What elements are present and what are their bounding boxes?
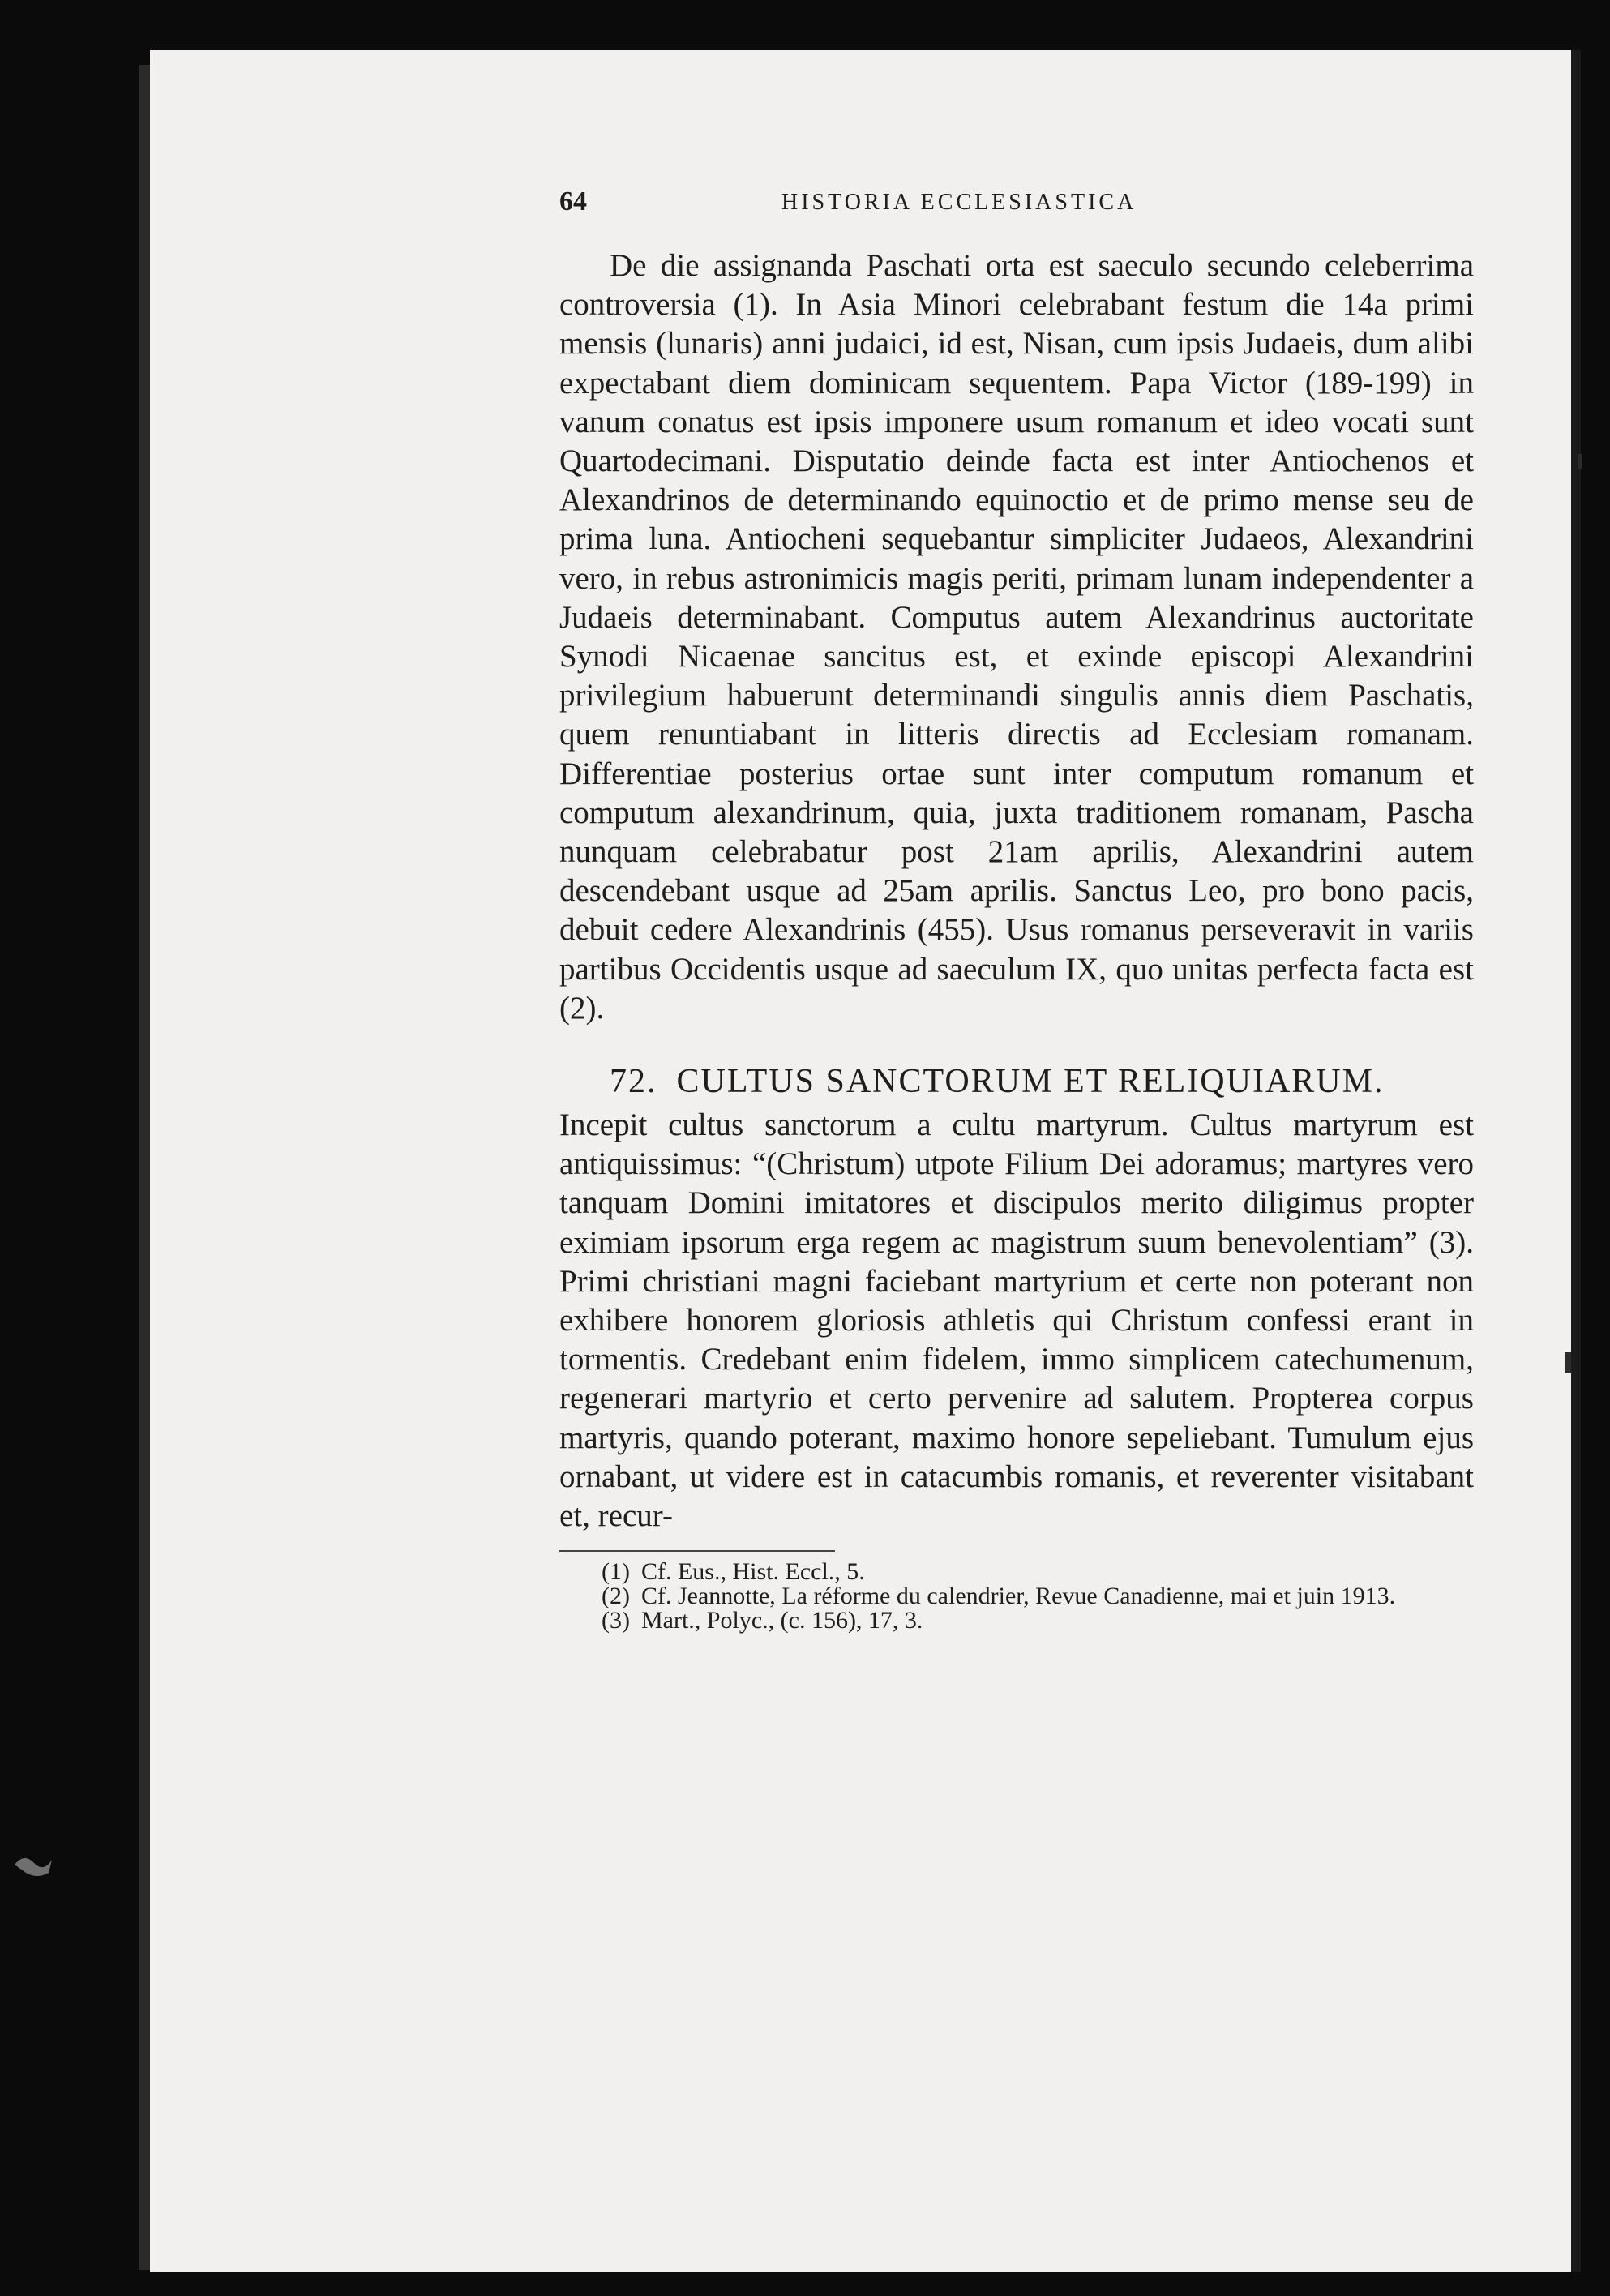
footnote-text: Cf. Jeannotte, La réforme du calendrier, Revue Canadienne, mai et juin 1913.: [640, 1583, 1396, 1610]
section-title: CULTUS SANCTORUM ET RELIQUIARUM.: [676, 1063, 1385, 1101]
footnote: [602, 1608, 1474, 1633]
footnote-text: Cf. Eus., Hist. Eccl., 5.: [640, 1558, 865, 1586]
section-heading: [559, 1062, 1474, 1101]
scan-smudge-icon: [8, 1848, 57, 1881]
margin-mark: [1578, 454, 1582, 469]
footnote: [602, 1560, 1474, 1584]
running-title: HISTORIA ECCLESIASTICA: [781, 190, 1137, 215]
running-head: [559, 186, 1474, 224]
footnote-text: Mart., Polyc., (c. 156), 17, 3.: [640, 1607, 923, 1634]
body-text: [559, 246, 1474, 1028]
footnote-divider: [559, 1550, 835, 1552]
scan-right-border: [1571, 50, 1581, 2272]
page-number: 64: [559, 186, 587, 216]
page-content: [559, 186, 1474, 1633]
section-body: [559, 1106, 1474, 1536]
footnote-marker: (2): [602, 1583, 630, 1610]
footnote-marker: (1): [602, 1558, 630, 1586]
footnote: [602, 1584, 1474, 1608]
scan-left-border: [139, 65, 151, 2270]
paragraph: Incepit cultus sanctorum a cultu martyrum. Cultus martyrum est antiquissimus: “(Christum) utpote Filium Dei adoramus; martyres vero tanquam Domini imitatores et discipulos merito diligimus propter eximiam ipsorum erga regem ac magistrum suum benevolentiam” (3). Primi christiani magni faciebant martyrium et certe non poterant non exhibere honorem gloriosis athletis qui Christum confessi erant in tormentis. Credebant enim fidelem, immo simplicem catechumenum, regenerari martyrio et certo pervenire ad salutem. Propterea corpus martyris, quando poterant, maximo honore sepeliebant. Tumulum ejus ornabant, ut videre est in catacumbis romanis, et reverenter visitabant et, recur-: [559, 1107, 1474, 1534]
paragraph: De die assignanda Paschati orta est saeculo secundo celeberrima controversia (1). In Asia Minori celebrabant festum die 14a primi mensis (lunaris) anni judaici, id est, Nisan, cum ipsis Judaeis, dum alibi expectabant diem dominicam sequentem. Papa Victor (189-199) in vanum conatus est ipsis imponere usum romanum et ideo vocati sunt Quartodecimani. Disputatio deinde facta est inter Antiochenos et Alexandrinos de determinando equinoctio et de primo mense seu de prima luna. Antiocheni sequebantur simpliciter Judaeos, Alexandrini vero, in rebus astronimicis magis periti, primam lunam independenter a Judaeis determinabant. Computus autem Alexandrinus auctoritate Synodi Nicaenae sancitus est, et exinde episcopi Alexandrini privilegium habuerunt determinandi singulis annis diem Paschatis, quem renuntiabant in litteris directis ad Ecclesiam romanam. Differentiae posterius ortae sunt inter computum romanum et computum alexandrinum, quia, juxta traditionem romanam, Pascha nunquam celebrabatur post 21am aprilis, Alexandrini autem descendebant usque ad 25am aprilis. Sanctus Leo, pro bono pacis, debuit cedere Alexandrinis (455). Usus romanus perseveravit in variis partibus Occidentis usque ad saeculum IX, quo unitas perfecta facta est (2).: [559, 248, 1474, 1026]
footnotes: [559, 1560, 1474, 1633]
margin-mark: [1565, 1352, 1571, 1373]
footnote-marker: (3): [602, 1607, 630, 1634]
section-number: 72.: [610, 1063, 657, 1101]
